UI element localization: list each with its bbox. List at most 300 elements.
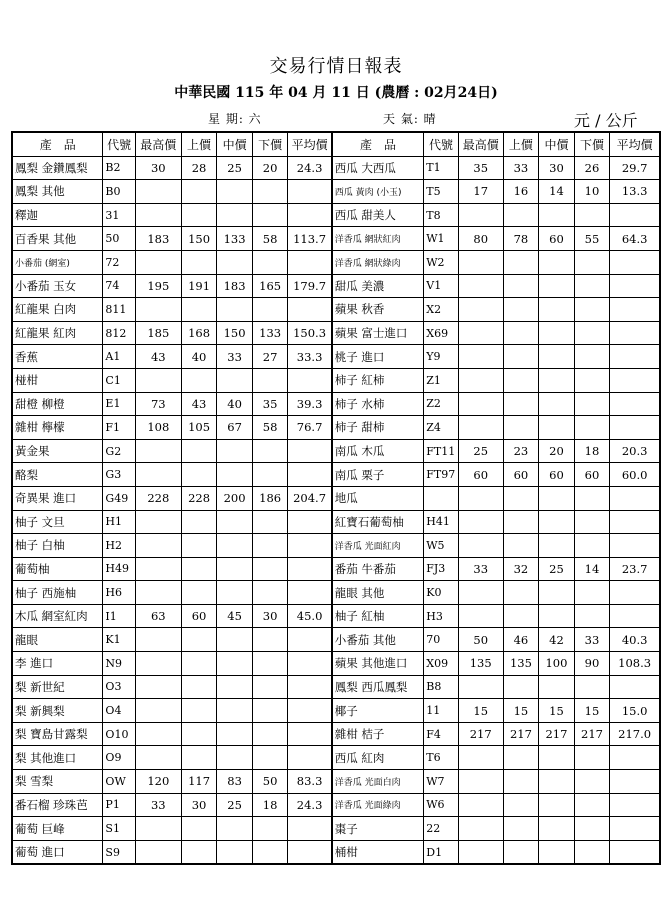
right-avg-price-cell (610, 416, 660, 440)
left-upper-price-cell (181, 463, 217, 487)
right-avg-price-cell (610, 298, 660, 322)
left-lower-price-cell (252, 180, 288, 204)
left-mid-price-cell: 25 (217, 156, 253, 180)
left-code-cell: OW (103, 770, 135, 794)
left-max-price-cell (135, 817, 181, 841)
right-code-cell: X2 (424, 298, 458, 322)
left-upper-price-cell (181, 298, 217, 322)
left-product-cell: 柚子 文旦 (12, 510, 103, 534)
table-row (12, 793, 660, 817)
left-lower-price-cell (252, 817, 288, 841)
left-avg-price-cell (288, 510, 332, 534)
right-code-cell (424, 486, 458, 510)
left-lower-price-cell: 30 (252, 604, 288, 628)
right-lower-price-cell: 18 (574, 439, 610, 463)
right-code-cell: T5 (424, 180, 458, 204)
left-upper-price-cell (181, 203, 217, 227)
right-avg-price-cell: 13.3 (610, 180, 660, 204)
right-mid-price-cell: 14 (539, 180, 575, 204)
left-mid-price-cell (217, 652, 253, 676)
left-product-cell: 紅龍果 白肉 (12, 298, 103, 322)
left-product-cell: 柚子 白柚 (12, 534, 103, 558)
right-mid-price-cell: 15 (539, 699, 575, 723)
left-max-price-cell (135, 463, 181, 487)
left-mid-price-cell (217, 557, 253, 581)
left-product-cell: 梨 雪梨 (12, 770, 103, 794)
right-max-price-cell (458, 510, 503, 534)
right-product-cell: 桃子 進口 (332, 345, 424, 369)
table-row (12, 652, 660, 676)
right-upper-price-cell: 217 (503, 722, 539, 746)
left-avg-price-cell: 179.7 (288, 274, 332, 298)
left-upper-price-cell (181, 722, 217, 746)
left-lower-price-cell: 58 (252, 227, 288, 251)
right-product-cell: 南瓜 木瓜 (332, 439, 424, 463)
right-lower-price-cell (574, 321, 610, 345)
left-product-cell: 鳳梨 其他 (12, 180, 103, 204)
right-avg-price-cell: 217.0 (610, 722, 660, 746)
right-lower-price-cell (574, 416, 610, 440)
left-max-price-cell: 195 (135, 274, 181, 298)
right-upper-price-cell (503, 416, 539, 440)
right-avg-price-cell: 15.0 (610, 699, 660, 723)
right-code-cell: T6 (424, 746, 458, 770)
table-row (12, 321, 660, 345)
left-max-price-cell (135, 746, 181, 770)
right-lower-price-cell: 14 (574, 557, 610, 581)
right-product-cell: 柿子 紅柿 (332, 368, 424, 392)
right-product-cell: 洋香瓜 光面紅肉 (332, 534, 424, 558)
left-upper-price-cell (181, 250, 217, 274)
right-avg-price-header: 平均價 (610, 132, 660, 156)
right-upper-price-cell (503, 274, 539, 298)
left-avg-price-cell (288, 675, 332, 699)
right-code-cell: FT97 (424, 463, 458, 487)
left-mid-price-cell (217, 746, 253, 770)
left-avg-price-cell: 33.3 (288, 345, 332, 369)
left-product-cell: 葡萄 巨峰 (12, 817, 103, 841)
left-code-cell: O4 (103, 699, 135, 723)
right-avg-price-cell (610, 770, 660, 794)
right-mid-price-cell (539, 793, 575, 817)
right-mid-price-cell: 217 (539, 722, 575, 746)
right-upper-price-cell (503, 298, 539, 322)
right-lower-price-cell: 10 (574, 180, 610, 204)
right-lower-price-cell (574, 770, 610, 794)
left-max-price-cell (135, 510, 181, 534)
left-code-cell: 31 (103, 203, 135, 227)
right-code-cell: F4 (424, 722, 458, 746)
right-lower-price-cell (574, 675, 610, 699)
right-avg-price-cell: 60.0 (610, 463, 660, 487)
left-code-cell: I1 (103, 604, 135, 628)
left-product-cell: 奇異果 進口 (12, 486, 103, 510)
right-upper-price-cell (503, 321, 539, 345)
right-mid-price-cell (539, 392, 575, 416)
table-row (12, 250, 660, 274)
table-row (12, 557, 660, 581)
left-mid-price-cell: 133 (217, 227, 253, 251)
table-row (12, 156, 660, 180)
right-product-cell: 棗子 (332, 817, 424, 841)
table-row (12, 840, 660, 864)
left-avg-price-cell (288, 722, 332, 746)
left-product-cell: 梨 新興梨 (12, 699, 103, 723)
left-code-cell: 811 (103, 298, 135, 322)
left-product-cell: 番石榴 珍珠芭 (12, 793, 103, 817)
right-code-cell: Y9 (424, 345, 458, 369)
right-product-cell: 西瓜 黃肉 (小玉) (332, 180, 424, 204)
left-upper-price-cell: 60 (181, 604, 217, 628)
table-row (12, 746, 660, 770)
right-avg-price-cell: 40.3 (610, 628, 660, 652)
table-row (12, 486, 660, 510)
left-max-price-cell: 183 (135, 227, 181, 251)
left-product-cell: 紅龍果 紅肉 (12, 321, 103, 345)
right-lower-price-cell (574, 793, 610, 817)
right-code-cell: 11 (424, 699, 458, 723)
right-upper-price-cell (503, 581, 539, 605)
left-product-cell: 梨 新世紀 (12, 675, 103, 699)
left-mid-price-cell (217, 439, 253, 463)
right-avg-price-cell: 29.7 (610, 156, 660, 180)
right-lower-price-cell: 55 (574, 227, 610, 251)
right-code-cell: K0 (424, 581, 458, 605)
right-product-cell: 柿子 甜柿 (332, 416, 424, 440)
right-upper-price-cell (503, 345, 539, 369)
right-product-cell: 紅寶石葡萄柚 (332, 510, 424, 534)
right-avg-price-cell (610, 675, 660, 699)
left-mid-price-cell (217, 817, 253, 841)
price-table (11, 131, 661, 865)
left-upper-price-cell (181, 840, 217, 864)
left-max-price-cell (135, 203, 181, 227)
right-product-cell: 桶柑 (332, 840, 424, 864)
right-lower-price-cell: 217 (574, 722, 610, 746)
left-code-cell: C1 (103, 368, 135, 392)
right-max-price-header: 最高價 (458, 132, 503, 156)
right-lower-price-cell (574, 274, 610, 298)
left-upper-price-cell: 43 (181, 392, 217, 416)
left-code-cell: N9 (103, 652, 135, 676)
right-product-cell: 西瓜 大西瓜 (332, 156, 424, 180)
left-upper-price-cell (181, 510, 217, 534)
right-mid-price-cell (539, 368, 575, 392)
left-avg-price-header: 平均價 (288, 132, 332, 156)
right-upper-price-cell (503, 368, 539, 392)
right-product-cell: 洋香瓜 光面綠肉 (332, 793, 424, 817)
left-lower-price-cell: 165 (252, 274, 288, 298)
left-code-cell: A1 (103, 345, 135, 369)
left-max-price-cell (135, 840, 181, 864)
right-upper-price-cell (503, 746, 539, 770)
right-mid-price-cell: 60 (539, 463, 575, 487)
table-row (12, 817, 660, 841)
left-lower-price-cell (252, 510, 288, 534)
right-lower-price-cell (574, 534, 610, 558)
left-mid-price-cell (217, 840, 253, 864)
left-code-cell: O9 (103, 746, 135, 770)
right-mid-price-cell (539, 345, 575, 369)
right-avg-price-cell (610, 581, 660, 605)
left-lower-price-cell (252, 699, 288, 723)
right-max-price-cell: 35 (458, 156, 503, 180)
right-avg-price-cell (610, 486, 660, 510)
right-product-cell: 甜瓜 美濃 (332, 274, 424, 298)
left-lower-price-cell (252, 203, 288, 227)
left-lower-price-cell: 20 (252, 156, 288, 180)
left-avg-price-cell: 24.3 (288, 156, 332, 180)
right-max-price-cell (458, 534, 503, 558)
right-mid-price-cell: 25 (539, 557, 575, 581)
right-max-price-cell: 135 (458, 652, 503, 676)
right-upper-price-cell (503, 604, 539, 628)
right-upper-price-cell: 78 (503, 227, 539, 251)
right-product-cell: 蘋果 其他進口 (332, 652, 424, 676)
table-row (12, 368, 660, 392)
right-code-cell: D1 (424, 840, 458, 864)
right-mid-price-cell: 42 (539, 628, 575, 652)
right-upper-price-cell: 33 (503, 156, 539, 180)
right-mid-price-cell (539, 203, 575, 227)
right-lower-price-cell (574, 368, 610, 392)
header-row (12, 132, 660, 156)
right-max-price-cell (458, 345, 503, 369)
right-max-price-cell (458, 817, 503, 841)
left-upper-price-cell (181, 534, 217, 558)
left-avg-price-cell (288, 840, 332, 864)
right-max-price-cell: 33 (458, 557, 503, 581)
left-product-cell: 釋迦 (12, 203, 103, 227)
left-upper-price-cell: 40 (181, 345, 217, 369)
table-row (12, 534, 660, 558)
right-max-price-cell (458, 392, 503, 416)
left-max-price-cell (135, 652, 181, 676)
table-row (12, 699, 660, 723)
left-max-price-cell (135, 557, 181, 581)
right-code-cell: 70 (424, 628, 458, 652)
left-lower-price-cell: 35 (252, 392, 288, 416)
right-mid-price-cell (539, 581, 575, 605)
left-mid-price-cell: 40 (217, 392, 253, 416)
right-product-cell: 蘋果 秋香 (332, 298, 424, 322)
left-avg-price-cell: 76.7 (288, 416, 332, 440)
left-upper-price-cell: 191 (181, 274, 217, 298)
right-product-cell: 椰子 (332, 699, 424, 723)
left-upper-price-cell (181, 746, 217, 770)
left-lower-price-cell (252, 746, 288, 770)
left-max-price-cell (135, 368, 181, 392)
left-lower-price-cell (252, 628, 288, 652)
right-upper-price-cell: 16 (503, 180, 539, 204)
right-avg-price-cell: 108.3 (610, 652, 660, 676)
left-code-cell: H49 (103, 557, 135, 581)
table-row (12, 416, 660, 440)
right-code-cell: T1 (424, 156, 458, 180)
left-code-cell: B0 (103, 180, 135, 204)
right-code-cell: V1 (424, 274, 458, 298)
left-product-cell: 柚子 西施柚 (12, 581, 103, 605)
right-upper-price-cell (503, 675, 539, 699)
left-max-price-cell: 43 (135, 345, 181, 369)
left-avg-price-cell (288, 581, 332, 605)
right-code-cell: W1 (424, 227, 458, 251)
left-avg-price-cell (288, 699, 332, 723)
right-mid-price-cell (539, 250, 575, 274)
left-lower-price-cell: 133 (252, 321, 288, 345)
right-mid-price-cell (539, 770, 575, 794)
left-lower-price-cell (252, 675, 288, 699)
right-upper-price-cell (503, 510, 539, 534)
left-avg-price-cell: 113.7 (288, 227, 332, 251)
left-mid-price-cell: 67 (217, 416, 253, 440)
left-max-price-cell (135, 250, 181, 274)
left-mid-price-cell (217, 699, 253, 723)
right-max-price-cell (458, 793, 503, 817)
left-mid-price-cell: 150 (217, 321, 253, 345)
right-mid-price-cell (539, 274, 575, 298)
right-code-cell: FT11 (424, 439, 458, 463)
right-upper-price-cell: 15 (503, 699, 539, 723)
left-max-price-cell (135, 722, 181, 746)
left-upper-price-cell: 168 (181, 321, 217, 345)
right-code-cell: W6 (424, 793, 458, 817)
left-code-cell: G2 (103, 439, 135, 463)
table-row (12, 722, 660, 746)
right-upper-price-cell: 23 (503, 439, 539, 463)
right-mid-price-cell (539, 675, 575, 699)
right-product-cell: 蘋果 富士進口 (332, 321, 424, 345)
left-upper-price-cell (181, 628, 217, 652)
left-product-cell: 小番茄 (網室) (12, 250, 103, 274)
left-upper-price-cell: 117 (181, 770, 217, 794)
right-mid-price-cell (539, 486, 575, 510)
left-max-price-cell: 108 (135, 416, 181, 440)
left-mid-price-cell: 45 (217, 604, 253, 628)
left-code-cell: 72 (103, 250, 135, 274)
right-max-price-cell: 80 (458, 227, 503, 251)
left-product-cell: 李 進口 (12, 652, 103, 676)
right-avg-price-cell (610, 274, 660, 298)
left-lower-price-cell (252, 250, 288, 274)
left-lower-price-cell: 18 (252, 793, 288, 817)
right-mid-price-cell: 100 (539, 652, 575, 676)
right-mid-price-cell (539, 840, 575, 864)
right-lower-price-cell (574, 746, 610, 770)
left-lower-price-cell (252, 534, 288, 558)
right-lower-price-cell: 15 (574, 699, 610, 723)
left-code-cell: S1 (103, 817, 135, 841)
right-mid-price-cell (539, 416, 575, 440)
right-max-price-cell (458, 298, 503, 322)
left-mid-price-cell (217, 463, 253, 487)
right-code-cell: Z1 (424, 368, 458, 392)
right-avg-price-cell (610, 345, 660, 369)
left-mid-price-cell: 83 (217, 770, 253, 794)
table-row (12, 298, 660, 322)
table-row (12, 274, 660, 298)
right-max-price-cell (458, 321, 503, 345)
right-product-cell: 西瓜 紅肉 (332, 746, 424, 770)
left-product-cell: 梨 其他進口 (12, 746, 103, 770)
right-product-cell: 洋香瓜 網狀紅肉 (332, 227, 424, 251)
left-upper-price-cell (181, 368, 217, 392)
right-code-cell: H3 (424, 604, 458, 628)
right-product-cell: 洋香瓜 光面白肉 (332, 770, 424, 794)
right-max-price-cell (458, 368, 503, 392)
table-row (12, 439, 660, 463)
right-product-cell: 洋香瓜 網狀綠肉 (332, 250, 424, 274)
left-upper-price-cell (181, 675, 217, 699)
left-upper-price-cell: 150 (181, 227, 217, 251)
left-mid-price-cell (217, 180, 253, 204)
right-code-cell: W2 (424, 250, 458, 274)
right-max-price-cell: 50 (458, 628, 503, 652)
left-mid-price-cell: 33 (217, 345, 253, 369)
right-lower-price-cell (574, 840, 610, 864)
left-mid-price-cell (217, 534, 253, 558)
left-upper-price-cell (181, 439, 217, 463)
right-lower-price-cell: 60 (574, 463, 610, 487)
left-avg-price-cell (288, 628, 332, 652)
left-avg-price-cell (288, 298, 332, 322)
left-max-price-cell: 120 (135, 770, 181, 794)
right-product-cell: 番茄 牛番茄 (332, 557, 424, 581)
right-lower-price-cell (574, 250, 610, 274)
left-max-price-cell (135, 675, 181, 699)
left-avg-price-cell: 39.3 (288, 392, 332, 416)
left-product-cell: 梨 寶島甘露梨 (12, 722, 103, 746)
left-mid-price-cell (217, 368, 253, 392)
right-upper-price-cell (503, 840, 539, 864)
right-mid-price-cell (539, 510, 575, 534)
price-unit: 元 / 公斤 (574, 111, 638, 130)
left-product-cell: 酪梨 (12, 463, 103, 487)
right-code-cell: H41 (424, 510, 458, 534)
left-lower-price-cell (252, 439, 288, 463)
right-lower-price-cell (574, 510, 610, 534)
right-code-cell: X69 (424, 321, 458, 345)
left-avg-price-cell (288, 746, 332, 770)
left-avg-price-cell (288, 439, 332, 463)
right-max-price-cell: 25 (458, 439, 503, 463)
right-code-cell: 22 (424, 817, 458, 841)
right-avg-price-cell (610, 510, 660, 534)
right-lower-price-cell (574, 392, 610, 416)
right-mid-price-cell (539, 817, 575, 841)
left-mid-price-cell (217, 298, 253, 322)
left-code-cell: H1 (103, 510, 135, 534)
right-product-cell: 南瓜 栗子 (332, 463, 424, 487)
right-upper-price-cell (503, 817, 539, 841)
left-lower-price-cell (252, 840, 288, 864)
right-avg-price-cell (610, 817, 660, 841)
weather-label: 天 氣: 晴 (383, 112, 437, 126)
left-upper-price-cell: 228 (181, 486, 217, 510)
right-upper-price-cell (503, 203, 539, 227)
left-avg-price-cell (288, 203, 332, 227)
right-avg-price-cell (610, 604, 660, 628)
left-upper-price-cell (181, 557, 217, 581)
left-mid-price-header: 中價 (217, 132, 253, 156)
left-avg-price-cell (288, 368, 332, 392)
right-product-cell: 小番茄 其他 (332, 628, 424, 652)
left-max-price-cell (135, 439, 181, 463)
right-avg-price-cell (610, 250, 660, 274)
left-lower-price-cell: 186 (252, 486, 288, 510)
left-mid-price-cell (217, 628, 253, 652)
right-code-cell: Z4 (424, 416, 458, 440)
